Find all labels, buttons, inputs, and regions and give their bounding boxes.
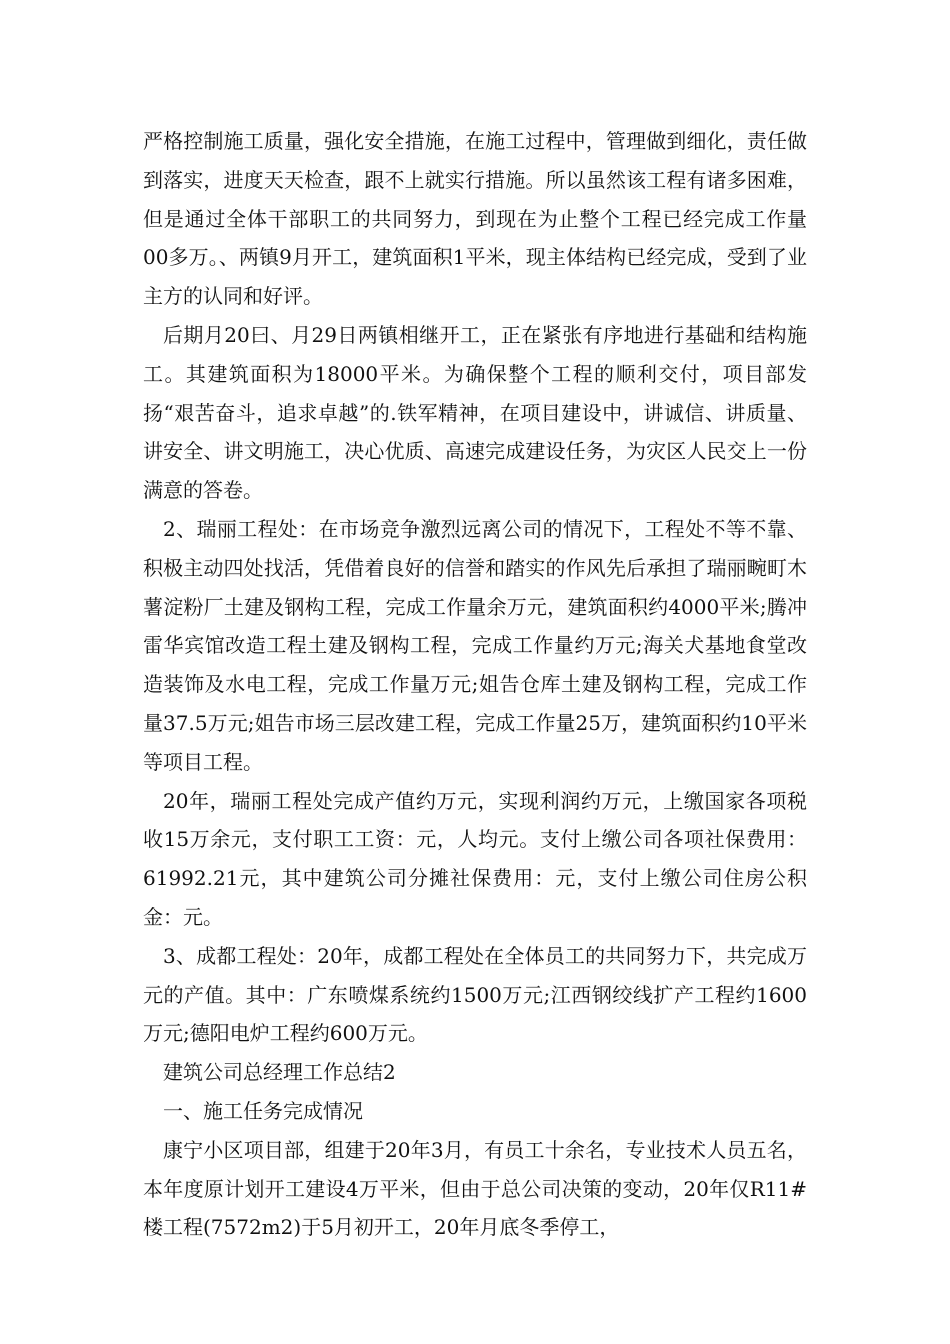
paragraph-ruili-office: 2、瑞丽工程处：在市场竞争激烈远离公司的情况下，工程处不等不靠、积极主动四处找活，凭借着良好的信誉和踏实的作风先后承担了瑞丽畹町木薯淀粉厂土建及钢构工程，完成工作量余万元，建筑面积约4000平米;腾冲雷华宾馆改造工程土建及钢构工程，完成工作量约万元;海关犬基地食堂改造装饰及水电工程，完成工作量万元;姐告仓库土建及钢构工程，完成工作量37.5万元;姐告市场三层改建工程，完成工作量25万，建筑面积约10平米等项目工程。 bbox=[143, 516, 807, 774]
paragraph-kangning-project: 康宁小区项目部，组建于20年3月，有员工十余名，专业技术人员五名，本年度原计划开工建设4万平米，但由于总公司决策的变动，20年仅R11#楼工程(7572m2)于5月初开工，20年月底冬季停工， bbox=[143, 1137, 807, 1240]
paragraph-later-phase: 后期月20曰、月29日两镇相继开工，正在紧张有序地进行基础和结构施工。其建筑面积为18000平米。为确保整个工程的顺利交付，项目部发扬“艰苦奋斗，追求卓越”的.铁军精神，在项目建设中，讲诚信、讲质量、讲安全、讲文明施工，决心优质、高速完成建设任务，为灾区人民交上一份满意的答卷。 bbox=[143, 322, 807, 503]
section-heading-task-completion: 一、施工任务完成情况 bbox=[163, 1098, 363, 1123]
paragraph-chengdu-office: 3、成都工程处：20年，成都工程处在全体员工的共同努力下，共完成万元的产值。其中：广东喷煤系统约1500万元;江西钢绞线扩产工程约1600万元;德阳电炉工程约600万元。 bbox=[143, 943, 807, 1046]
paragraph-construction-quality: 严格控制施工质量，强化安全措施，在施工过程中，管理做到细化，责任做到落实，进度天天检查，跟不上就实行措施。所以虽然该工程有诸多困难，但是通过全体干部职工的共同努力，到现在为止整个工程已经完成工作量00多万。、两镇9月开工，建筑面积1平米，现主体结构已经完成，受到了业主方的认同和好评。 bbox=[143, 129, 807, 309]
document-body bbox=[143, 122, 807, 1247]
paragraph-ruili-output: 20年，瑞丽工程处完成产值约万元，实现利润约万元，上缴国家各项税收15万余元，支付职工工资：元，人均元。支付上缴公司各项社保费用：61992.21元，其中建筑公司分摊社保费用：元，支付上缴公司住房公积金：元。 bbox=[143, 788, 807, 929]
section-heading-summary-2: 建筑公司总经理工作总结2 bbox=[163, 1060, 396, 1085]
